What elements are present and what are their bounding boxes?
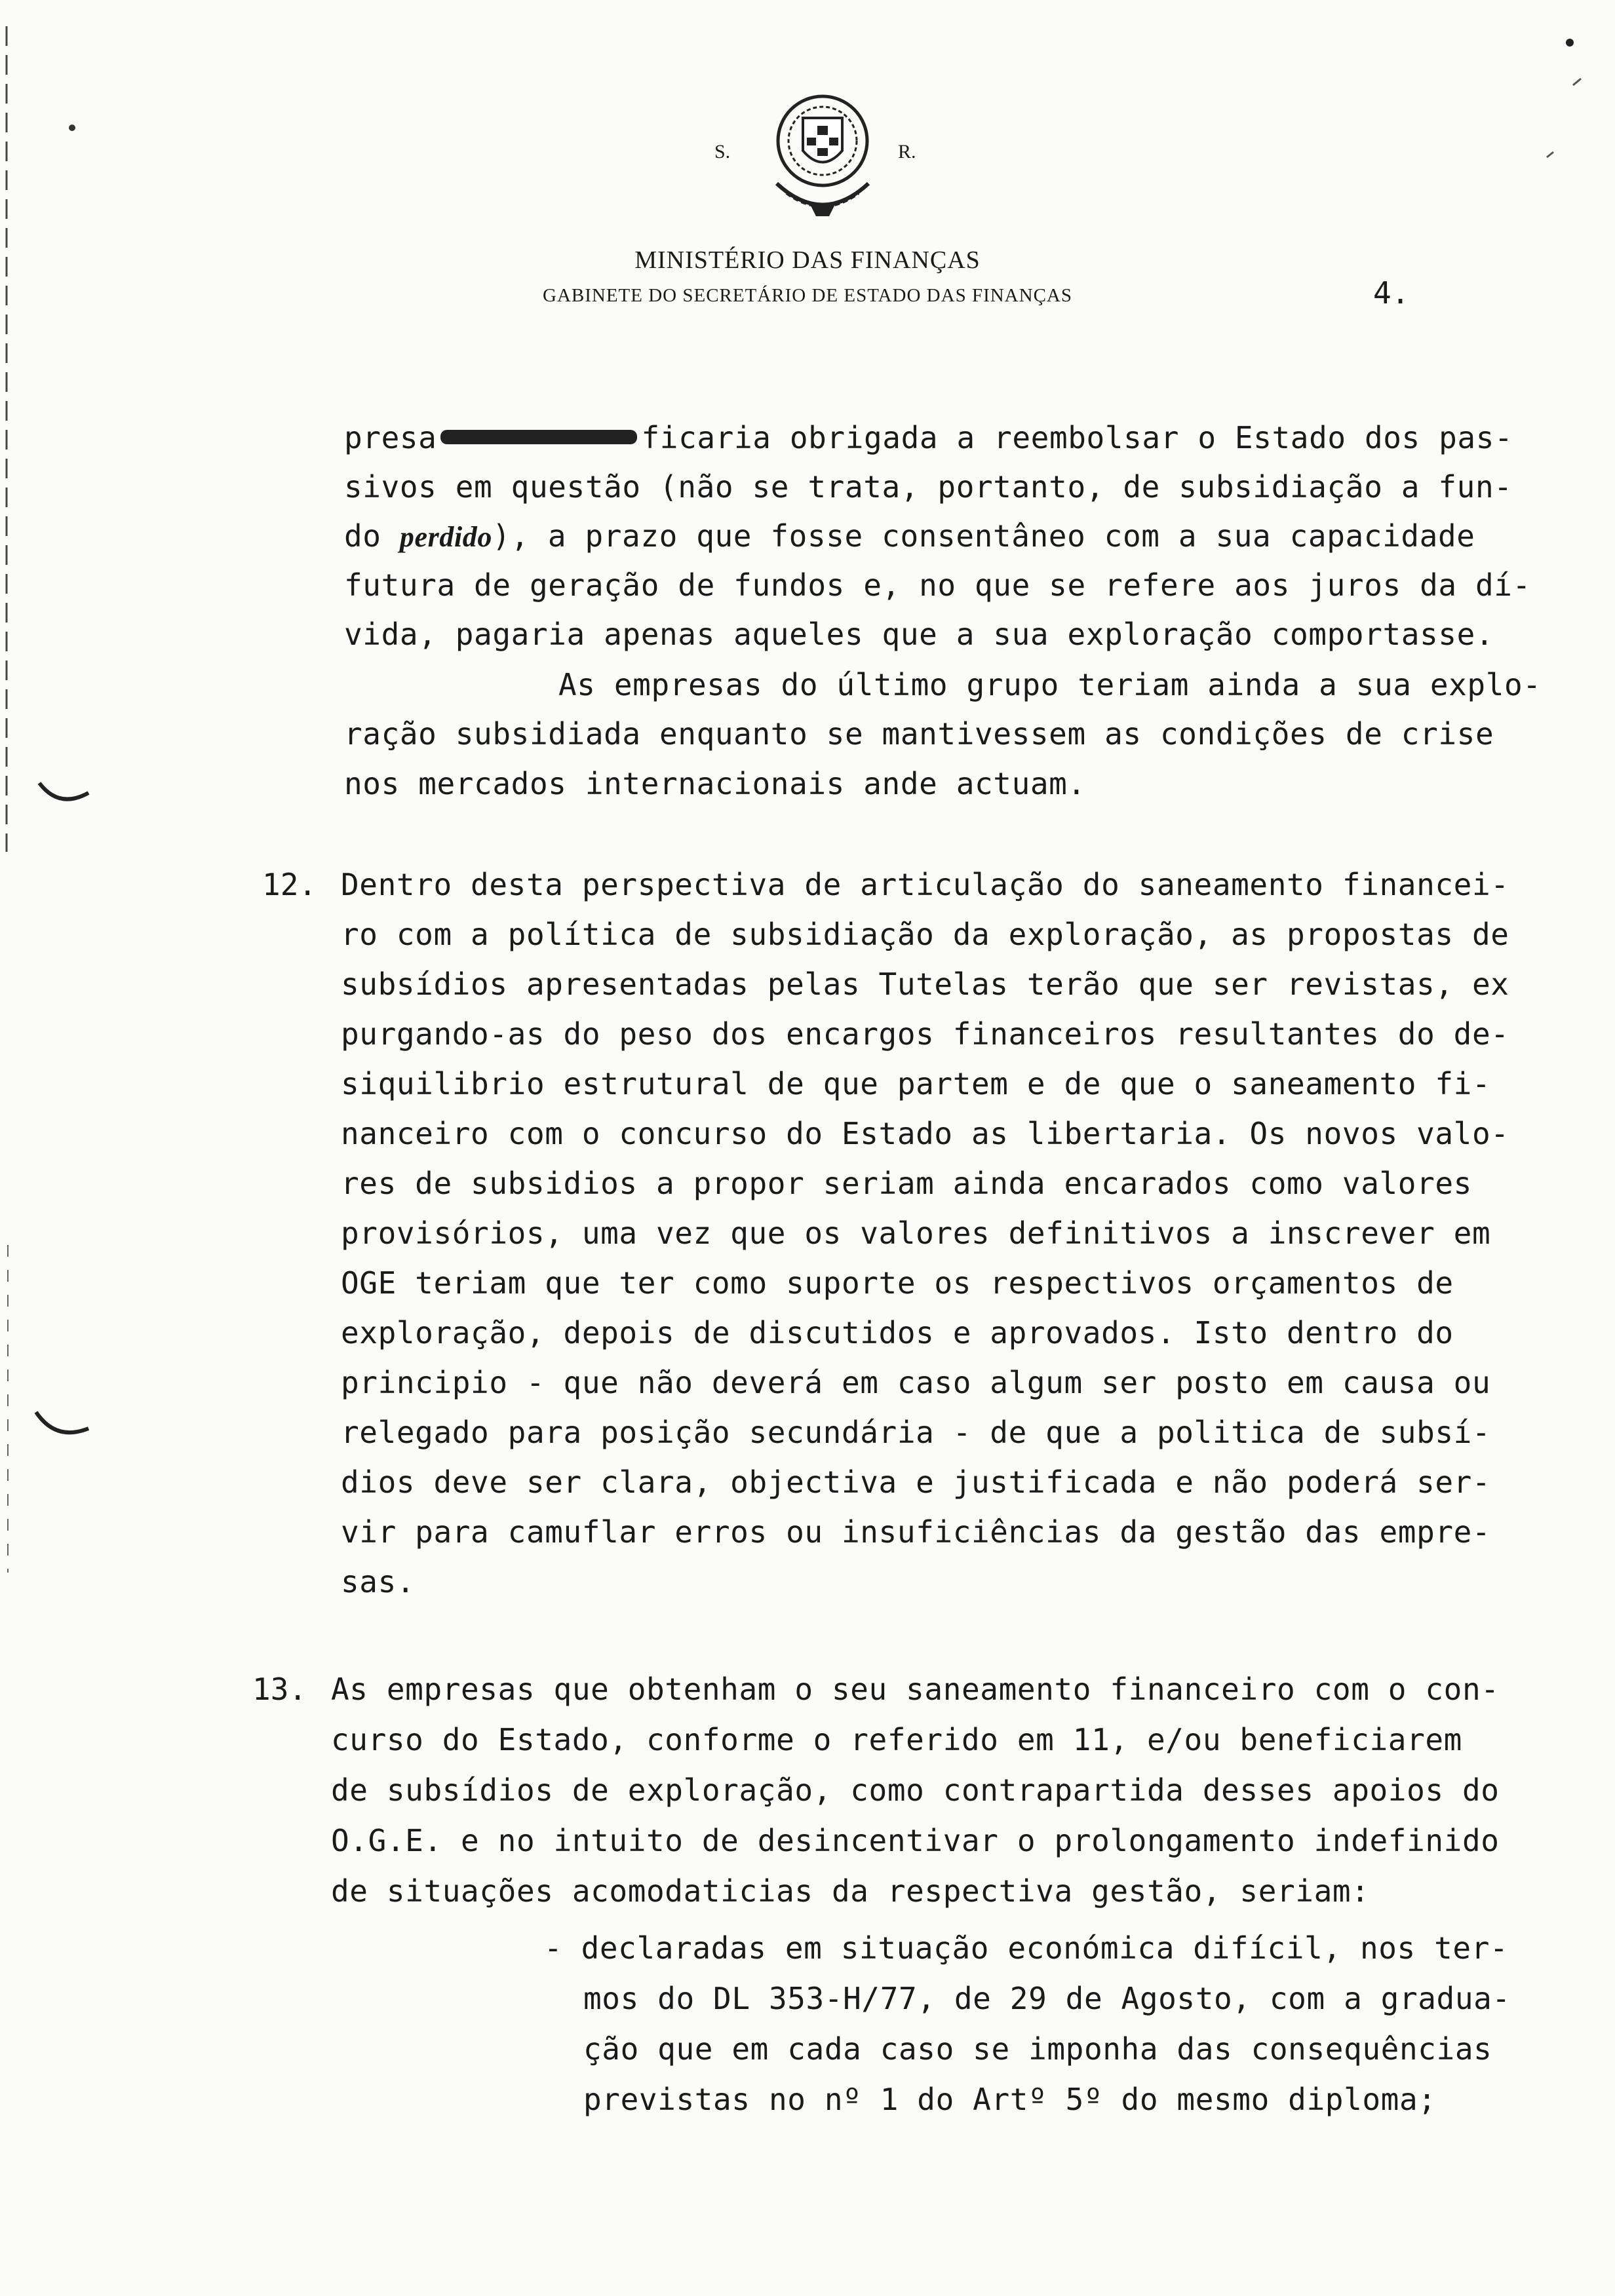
- text-line: ro com a política de subsidiação da exploração, as propostas de: [341, 917, 1509, 952]
- text-line: futura de geração de fundos e, no que se refere aos juros da dí-: [344, 567, 1531, 603]
- text-fragment: do: [344, 518, 400, 554]
- text-line: [344, 419, 1513, 456]
- ministry-title: MINISTÉRIO DAS FINANÇAS: [634, 246, 981, 274]
- text-fragment: presa: [344, 420, 437, 455]
- section-number: 13.: [252, 1672, 307, 1707]
- header-left-letter: S.: [714, 141, 731, 163]
- text-fragment: ), a prazo que fosse consentâneo com a sua capacidade: [492, 518, 1475, 554]
- text-line: O.G.E. e no intuito de desincentivar o prolongamento indefinido: [331, 1823, 1500, 1858]
- text-line: Dentro desta perspectiva de articulação do saneamento financei-: [341, 867, 1509, 902]
- redaction-mark: [440, 430, 637, 444]
- coat-of-arms-icon: [764, 85, 882, 226]
- text-line: provisórios, uma vez que os valores definitivos a inscrever em: [341, 1215, 1491, 1251]
- text-line: siquilibrio estrutural de que partem e de que o saneamento fi-: [341, 1066, 1491, 1101]
- text-line: subsídios apresentadas pelas Tutelas terão que ser revistas, ex: [341, 966, 1509, 1002]
- text-line: OGE teriam que ter como suporte os respectivos orçamentos de: [341, 1265, 1454, 1301]
- text-line: previstas no nº 1 do Artº 5º do mesmo diploma;: [583, 2082, 1437, 2117]
- text-line: relegado para posição secundária - de que a politica de subsí-: [341, 1415, 1491, 1450]
- scan-binding-marks: [0, 0, 105, 2296]
- text-line: [344, 518, 1475, 556]
- text-line: nanceiro com o concurso do Estado as libertaria. Os novos valo-: [341, 1116, 1509, 1151]
- text-line: - declaradas em situação económica difícil, nos ter-: [544, 1930, 1509, 1966]
- header-right-letter: R.: [898, 141, 916, 163]
- text-line: sivos em questão (não se trata, portanto, de subsidiação a fun-: [344, 469, 1513, 505]
- section-number: 12.: [262, 867, 317, 902]
- text-line: de subsídios de exploração, como contrapartida desses apoios do: [331, 1772, 1500, 1808]
- text-line: exploração, depois de discutidos e aprovados. Isto dentro do: [341, 1315, 1454, 1350]
- text-line: vida, pagaria apenas aqueles que a sua exploração comportasse.: [344, 617, 1494, 652]
- text-line: principio - que não deverá em caso algum ser posto em causa ou: [341, 1365, 1491, 1400]
- text-line: mos do DL 353-H/77, de 29 de Agosto, com a gradua-: [583, 1981, 1511, 2016]
- handwritten-correction: perdido: [399, 521, 492, 553]
- text-line: purgando-as do peso dos encargos financeiros resultantes do de-: [341, 1016, 1509, 1052]
- cabinet-subtitle: GABINETE DO SECRETÁRIO DE ESTADO DAS FINANÇAS: [543, 285, 1072, 306]
- scan-speck-marks: [1508, 26, 1612, 170]
- page-number: 4.: [1373, 275, 1410, 311]
- text-line: vir para camuflar erros ou insuficiências da gestão das empre-: [341, 1514, 1491, 1550]
- text-line: As empresas do último grupo teriam ainda a sua explo-: [558, 667, 1542, 702]
- text-fragment: ficaria obrigada a reembolsar o Estado dos pas-: [641, 420, 1513, 455]
- text-line: curso do Estado, conforme o referido em 11, e/ou beneficiarem: [331, 1722, 1462, 1757]
- text-line: ção que em cada caso se imponha das consequências: [583, 2031, 1492, 2067]
- text-line: dios deve ser clara, objectiva e justificada e não poderá ser-: [341, 1464, 1491, 1500]
- text-line: nos mercados internacionais ande actuam.: [344, 766, 1086, 801]
- text-line: As empresas que obtenham o seu saneamento financeiro com o con-: [331, 1672, 1500, 1707]
- text-line: de situações acomodaticias da respectiva gestão, seriam:: [331, 1873, 1370, 1909]
- text-line: res de subsidios a propor seriam ainda encarados como valores: [341, 1166, 1472, 1201]
- text-line: ração subsidiada enquanto se mantivessem as condições de crise: [344, 716, 1494, 752]
- text-line: sas.: [341, 1564, 416, 1599]
